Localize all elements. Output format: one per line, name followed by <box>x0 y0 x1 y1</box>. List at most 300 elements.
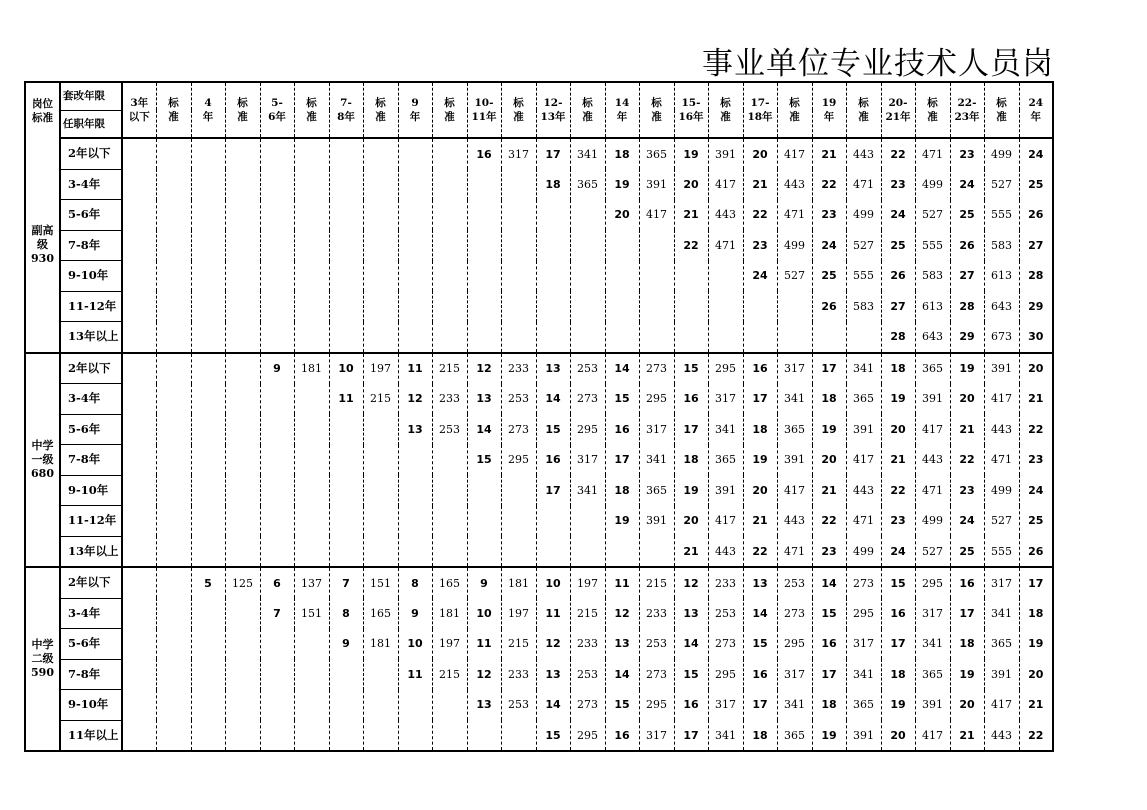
salary-standard-cell <box>432 322 467 353</box>
salary-standard-cell: 233 <box>501 353 536 384</box>
salary-standard-cell <box>225 169 260 200</box>
salary-standard-cell: 417 <box>984 384 1019 415</box>
row-tenure-label: 3-4年 <box>60 384 122 415</box>
salary-standard-cell <box>432 445 467 476</box>
salary-grade-cell: 12 <box>674 567 708 598</box>
salary-grade-cell <box>743 322 777 353</box>
salary-grade-cell: 14 <box>812 567 846 598</box>
salary-grade-cell: 18 <box>674 445 708 476</box>
salary-grade-cell: 20 <box>881 720 915 751</box>
salary-grade-cell <box>122 261 156 292</box>
salary-standard-cell <box>363 138 398 169</box>
salary-grade-cell: 16 <box>467 138 501 169</box>
salary-standard-cell: 341 <box>846 659 881 690</box>
label-line: 级 <box>37 237 48 251</box>
label-line: 年 <box>1030 111 1041 123</box>
salary-grade-cell: 19 <box>812 414 846 445</box>
salary-grade-cell: 13 <box>536 659 570 690</box>
salary-standard-cell: 471 <box>777 536 812 567</box>
salary-grade-cell: 11 <box>536 598 570 629</box>
salary-grade-cell <box>605 322 639 353</box>
salary-standard-cell <box>156 536 191 567</box>
salary-grade-cell: 20 <box>950 384 984 415</box>
salary-grade-cell: 17 <box>674 414 708 445</box>
salary-grade-cell <box>122 291 156 322</box>
salary-grade-cell <box>191 261 225 292</box>
salary-standard-cell: 197 <box>570 567 605 598</box>
salary-standard-cell: 365 <box>639 138 674 169</box>
label-line: 准 <box>858 111 869 123</box>
salary-standard-cell: 555 <box>984 200 1019 231</box>
salary-grade-cell <box>122 659 156 690</box>
salary-grade-cell: 24 <box>881 200 915 231</box>
salary-grade-cell: 13 <box>674 598 708 629</box>
salary-standard-cell: 273 <box>777 598 812 629</box>
salary-grade-cell <box>122 138 156 169</box>
salary-standard-cell: 365 <box>846 690 881 721</box>
label-line: 6年 <box>268 111 286 123</box>
salary-grade-cell: 14 <box>536 690 570 721</box>
label-line: 准 <box>513 111 524 123</box>
table-row <box>25 138 1053 169</box>
salary-standard-cell: 273 <box>570 690 605 721</box>
row-tenure-label: 5-6年 <box>60 414 122 445</box>
salary-standard-cell <box>294 659 329 690</box>
salary-grade-cell <box>329 291 363 322</box>
label-line: 标 <box>168 97 179 109</box>
salary-grade-cell: 25 <box>881 230 915 261</box>
label-line: 标 <box>237 97 248 109</box>
row-tenure-label: 5-6年 <box>60 629 122 660</box>
salary-grade-cell: 23 <box>881 169 915 200</box>
salary-standard-cell <box>294 445 329 476</box>
salary-grade-cell <box>398 536 432 567</box>
salary-grade-cell <box>467 506 501 537</box>
salary-grade-cell <box>260 445 294 476</box>
salary-grade-cell: 18 <box>881 659 915 690</box>
salary-grade-cell: 12 <box>605 598 639 629</box>
salary-standard-cell: 391 <box>777 445 812 476</box>
table-row <box>25 475 1053 506</box>
salary-standard-cell <box>156 629 191 660</box>
salary-grade-cell: 5 <box>191 567 225 598</box>
salary-standard-cell: 317 <box>570 445 605 476</box>
salary-grade-cell: 16 <box>743 659 777 690</box>
salary-standard-cell: 317 <box>708 690 743 721</box>
salary-grade-cell: 17 <box>743 690 777 721</box>
salary-grade-cell <box>398 230 432 261</box>
salary-standard-cell: 181 <box>294 353 329 384</box>
salary-standard-cell <box>846 322 881 353</box>
salary-grade-cell: 24 <box>950 506 984 537</box>
salary-standard-cell <box>156 414 191 445</box>
salary-grade-cell: 15 <box>536 414 570 445</box>
salary-grade-cell <box>329 690 363 721</box>
salary-standard-cell <box>501 261 536 292</box>
salary-grade-cell <box>605 261 639 292</box>
label-line: 22- <box>957 97 977 109</box>
table-row <box>25 200 1053 231</box>
salary-standard-cell: 527 <box>915 536 950 567</box>
salary-grade-cell <box>398 261 432 292</box>
salary-grade-cell: 7 <box>329 567 363 598</box>
label-line: 中学 <box>31 638 54 651</box>
salary-grade-cell: 10 <box>398 629 432 660</box>
salary-standard-cell <box>156 659 191 690</box>
salary-grade-cell <box>674 261 708 292</box>
salary-standard-cell: 341 <box>708 414 743 445</box>
label-line: 副高 <box>31 223 54 237</box>
salary-grade-cell: 21 <box>950 720 984 751</box>
salary-standard-cell <box>156 291 191 322</box>
salary-grade-cell: 13 <box>398 414 432 445</box>
salary-grade-cell: 23 <box>1019 445 1053 476</box>
row-tenure-label: 5-6年 <box>60 200 122 231</box>
salary-grade-cell: 14 <box>605 659 639 690</box>
salary-grade-cell <box>260 659 294 690</box>
salary-standard-cell: 471 <box>984 445 1019 476</box>
salary-standard-cell <box>294 629 329 660</box>
label-line: 标 <box>444 97 455 109</box>
group-label <box>25 353 60 568</box>
salary-standard-cell: 391 <box>639 506 674 537</box>
salary-grade-cell: 23 <box>812 536 846 567</box>
header-years <box>605 82 639 138</box>
salary-standard-cell: 443 <box>984 414 1019 445</box>
group-label <box>25 567 60 751</box>
salary-grade-cell <box>260 291 294 322</box>
salary-standard-cell <box>363 291 398 322</box>
salary-grade-cell: 27 <box>1019 230 1053 261</box>
salary-standard-cell: 295 <box>570 720 605 751</box>
salary-standard-cell <box>708 322 743 353</box>
salary-grade-cell: 25 <box>812 261 846 292</box>
label-line: 13年 <box>540 111 566 123</box>
salary-standard-cell: 197 <box>432 629 467 660</box>
salary-grade-cell: 18 <box>881 353 915 384</box>
salary-standard-cell <box>156 230 191 261</box>
salary-standard-cell <box>363 414 398 445</box>
salary-standard-cell: 391 <box>915 690 950 721</box>
salary-grade-cell: 17 <box>536 138 570 169</box>
label-line: 14 <box>614 97 630 109</box>
table-row <box>25 690 1053 721</box>
salary-grade-cell: 26 <box>950 230 984 261</box>
salary-standard-cell <box>225 536 260 567</box>
header-reform-years: 套改年限 <box>60 82 122 110</box>
salary-standard-cell: 555 <box>984 536 1019 567</box>
salary-standard-cell <box>225 322 260 353</box>
salary-standard-cell: 365 <box>984 629 1019 660</box>
table-row <box>25 291 1053 322</box>
salary-grade-cell: 27 <box>881 291 915 322</box>
salary-grade-cell: 28 <box>881 322 915 353</box>
salary-standard-cell: 527 <box>984 506 1019 537</box>
salary-grade-cell <box>260 414 294 445</box>
salary-standard-cell: 443 <box>777 506 812 537</box>
salary-standard-cell <box>777 322 812 353</box>
salary-grade-cell: 6 <box>260 567 294 598</box>
salary-standard-cell <box>501 506 536 537</box>
sheet-title: 事业单位专业技术人员岗 <box>702 46 1054 82</box>
salary-standard-cell: 417 <box>984 690 1019 721</box>
salary-grade-cell: 24 <box>950 169 984 200</box>
salary-standard-cell <box>639 230 674 261</box>
salary-grade-cell: 14 <box>467 414 501 445</box>
salary-grade-cell <box>260 322 294 353</box>
header-standard <box>915 82 950 138</box>
salary-standard-cell <box>501 720 536 751</box>
label-line: 23年 <box>954 111 980 123</box>
salary-standard-cell <box>156 353 191 384</box>
salary-standard-cell <box>501 230 536 261</box>
salary-standard-cell <box>363 200 398 231</box>
salary-grade-cell: 18 <box>743 720 777 751</box>
label-line: 20- <box>888 97 908 109</box>
salary-grade-cell <box>536 291 570 322</box>
header-years <box>467 82 501 138</box>
header-years <box>1019 82 1053 138</box>
salary-standard-cell: 365 <box>777 414 812 445</box>
salary-standard-cell: 181 <box>501 567 536 598</box>
salary-grade-cell: 19 <box>743 445 777 476</box>
label-line: 17- <box>750 97 770 109</box>
label-line: 24 <box>1028 97 1044 109</box>
salary-grade-cell <box>191 536 225 567</box>
salary-grade-cell: 17 <box>812 659 846 690</box>
label-line: 年 <box>823 111 835 123</box>
salary-standard-cell: 613 <box>915 291 950 322</box>
label-line: 中学 <box>31 438 54 452</box>
salary-standard-cell: 341 <box>777 690 812 721</box>
salary-standard-cell: 417 <box>708 169 743 200</box>
salary-standard-cell <box>156 445 191 476</box>
salary-grade-cell: 16 <box>950 567 984 598</box>
salary-standard-cell <box>501 291 536 322</box>
salary-standard-cell <box>156 138 191 169</box>
label-line: 11年 <box>471 111 497 123</box>
table-row <box>25 169 1053 200</box>
salary-grade-cell <box>674 322 708 353</box>
salary-standard-cell: 273 <box>570 384 605 415</box>
salary-standard-cell: 443 <box>846 475 881 506</box>
row-tenure-label: 11-12年 <box>60 506 122 537</box>
row-tenure-label: 7-8年 <box>60 659 122 690</box>
salary-grade-cell: 20 <box>950 690 984 721</box>
salary-standard-cell: 125 <box>225 567 260 598</box>
salary-grade-cell: 20 <box>1019 353 1053 384</box>
header-standard <box>777 82 812 138</box>
salary-standard-cell: 365 <box>708 445 743 476</box>
salary-grade-cell: 17 <box>605 445 639 476</box>
salary-grade-cell: 10 <box>329 353 363 384</box>
label-line: 准 <box>720 111 731 123</box>
label-line: 21年 <box>885 111 911 123</box>
salary-grade-cell <box>398 322 432 353</box>
salary-grade-cell: 29 <box>950 322 984 353</box>
salary-grade-cell: 21 <box>743 169 777 200</box>
salary-standard-cell <box>501 322 536 353</box>
salary-standard-cell: 215 <box>363 384 398 415</box>
salary-standard-cell <box>225 414 260 445</box>
salary-grade-cell <box>122 720 156 751</box>
salary-grade-cell: 9 <box>467 567 501 598</box>
salary-grade-cell: 19 <box>674 475 708 506</box>
salary-grade-cell <box>398 720 432 751</box>
salary-standard-cell: 253 <box>777 567 812 598</box>
salary-grade-cell <box>122 200 156 231</box>
salary-standard-cell: 215 <box>501 629 536 660</box>
salary-standard-cell <box>225 200 260 231</box>
salary-grade-cell <box>467 291 501 322</box>
salary-grade-cell: 18 <box>605 138 639 169</box>
salary-standard-cell <box>294 475 329 506</box>
label-line: 16年 <box>678 111 704 123</box>
salary-standard-cell <box>570 230 605 261</box>
salary-grade-cell: 23 <box>950 138 984 169</box>
salary-standard-cell <box>432 720 467 751</box>
salary-grade-cell: 11 <box>605 567 639 598</box>
salary-grade-cell: 15 <box>605 384 639 415</box>
salary-grade-cell <box>260 169 294 200</box>
salary-grade-cell: 23 <box>881 506 915 537</box>
table-row <box>25 322 1053 353</box>
salary-grade-cell <box>398 169 432 200</box>
label-line: 标 <box>927 97 938 109</box>
salary-standard-cell: 165 <box>363 598 398 629</box>
label-line: 3年 <box>130 97 149 109</box>
label-line: 准 <box>375 111 386 123</box>
salary-grade-cell: 11 <box>467 629 501 660</box>
salary-standard-cell: 527 <box>777 261 812 292</box>
salary-standard-cell <box>363 169 398 200</box>
table-row <box>25 384 1053 415</box>
salary-standard-cell <box>225 690 260 721</box>
salary-standard-cell <box>225 475 260 506</box>
label-line: 15- <box>681 97 701 109</box>
salary-standard-cell: 295 <box>708 353 743 384</box>
salary-grade-cell <box>329 200 363 231</box>
salary-grade-cell: 13 <box>467 384 501 415</box>
label-line: 年 <box>616 111 628 123</box>
header-years <box>260 82 294 138</box>
salary-standard-cell: 365 <box>915 659 950 690</box>
label-line: 8年 <box>337 111 355 123</box>
salary-standard-cell <box>777 291 812 322</box>
salary-standard-cell: 341 <box>570 475 605 506</box>
label-line: 标 <box>582 97 593 109</box>
salary-grade-cell: 16 <box>605 720 639 751</box>
salary-grade-cell: 21 <box>812 475 846 506</box>
salary-standard-cell <box>156 690 191 721</box>
label-line: 二级 <box>31 652 54 665</box>
salary-grade-cell: 19 <box>605 169 639 200</box>
label-line: 标 <box>651 97 662 109</box>
salary-grade-cell <box>536 200 570 231</box>
salary-grade-cell: 19 <box>605 506 639 537</box>
salary-grade-cell: 7 <box>260 598 294 629</box>
salary-standard-cell <box>225 659 260 690</box>
salary-grade-cell: 20 <box>605 200 639 231</box>
salary-grade-cell: 25 <box>1019 169 1053 200</box>
salary-standard-cell: 151 <box>294 598 329 629</box>
salary-grade-cell <box>260 475 294 506</box>
salary-standard-cell: 527 <box>915 200 950 231</box>
salary-grade-cell: 14 <box>743 598 777 629</box>
salary-grade-cell: 8 <box>398 567 432 598</box>
salary-grade-cell <box>329 261 363 292</box>
salary-standard-cell: 151 <box>363 567 398 598</box>
salary-grade-cell <box>122 384 156 415</box>
salary-grade-cell: 22 <box>743 536 777 567</box>
salary-standard-cell <box>570 261 605 292</box>
salary-standard-cell: 555 <box>915 230 950 261</box>
label-line: 年 <box>409 111 421 123</box>
salary-grade-cell <box>260 138 294 169</box>
label-line: 680 <box>31 466 54 480</box>
salary-grade-cell <box>191 291 225 322</box>
row-tenure-label: 2年以下 <box>60 567 122 598</box>
salary-standard-cell <box>294 138 329 169</box>
salary-grade-cell: 18 <box>605 475 639 506</box>
salary-grade-cell <box>122 567 156 598</box>
salary-grade-cell <box>605 291 639 322</box>
salary-grade-cell <box>329 169 363 200</box>
salary-standard-cell: 233 <box>432 384 467 415</box>
header-standard <box>708 82 743 138</box>
salary-standard-cell: 295 <box>501 445 536 476</box>
salary-standard-cell <box>294 720 329 751</box>
salary-grade-cell: 13 <box>743 567 777 598</box>
header-standard <box>846 82 881 138</box>
salary-grade-cell <box>536 536 570 567</box>
salary-grade-table <box>24 81 1054 752</box>
salary-standard-cell: 583 <box>984 230 1019 261</box>
label-line: 准 <box>927 111 938 123</box>
salary-grade-cell: 19 <box>1019 629 1053 660</box>
salary-grade-cell: 16 <box>674 384 708 415</box>
salary-standard-cell <box>501 536 536 567</box>
header-years <box>329 82 363 138</box>
label-line: 标 <box>375 97 386 109</box>
salary-standard-cell: 365 <box>846 384 881 415</box>
salary-grade-cell: 24 <box>1019 138 1053 169</box>
salary-grade-cell: 15 <box>536 720 570 751</box>
salary-standard-cell: 443 <box>915 445 950 476</box>
salary-standard-cell: 471 <box>915 138 950 169</box>
salary-grade-cell <box>398 475 432 506</box>
salary-grade-cell: 27 <box>950 261 984 292</box>
salary-standard-cell: 295 <box>846 598 881 629</box>
table-row <box>25 506 1053 537</box>
salary-standard-cell <box>432 169 467 200</box>
salary-grade-cell: 18 <box>950 629 984 660</box>
salary-grade-cell: 15 <box>674 659 708 690</box>
salary-standard-cell: 253 <box>432 414 467 445</box>
salary-grade-cell <box>122 629 156 660</box>
salary-standard-cell <box>156 384 191 415</box>
salary-standard-cell <box>639 291 674 322</box>
salary-grade-cell <box>536 322 570 353</box>
row-tenure-label: 13年以上 <box>60 536 122 567</box>
salary-grade-cell <box>467 261 501 292</box>
salary-grade-cell <box>812 322 846 353</box>
label-line: 9 <box>411 97 419 109</box>
row-tenure-label: 2年以下 <box>60 138 122 169</box>
salary-standard-cell: 499 <box>915 169 950 200</box>
salary-standard-cell: 417 <box>777 475 812 506</box>
salary-standard-cell <box>432 690 467 721</box>
